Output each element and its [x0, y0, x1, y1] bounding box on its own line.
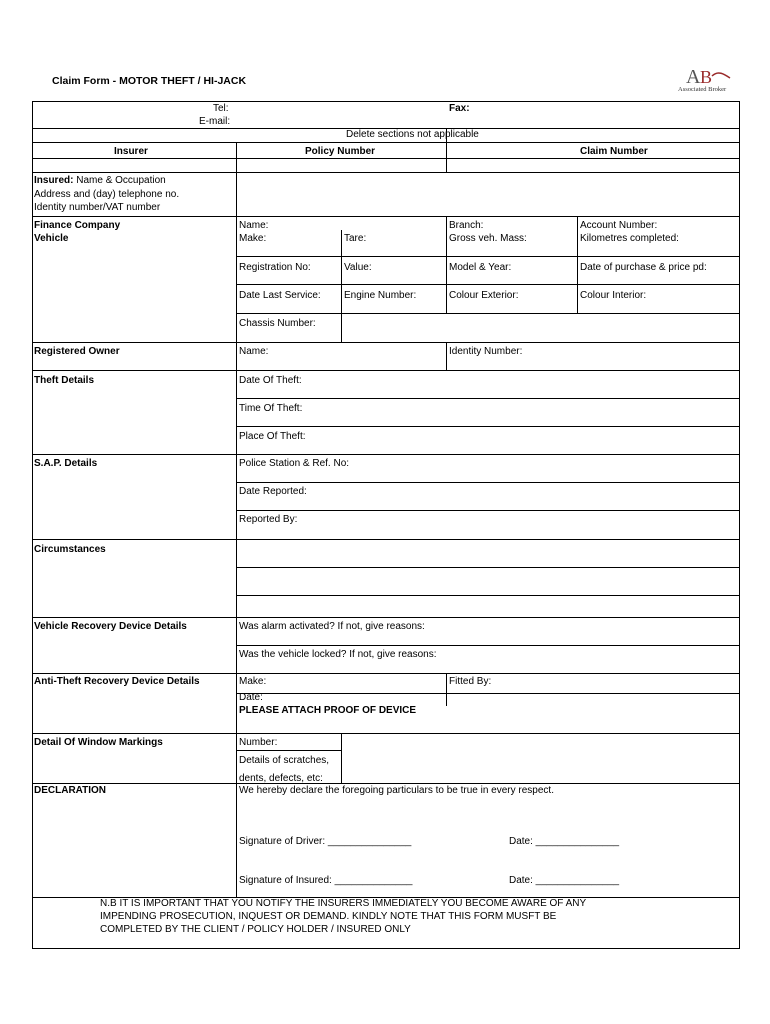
grid-line: [236, 426, 740, 427]
grid-line: [32, 216, 740, 217]
form-title: Claim Form - MOTOR THEFT / HI-JACK: [52, 75, 247, 87]
gross-mass-field: Gross veh. Mass:: [449, 233, 527, 244]
date-reported-field: Date Reported:: [239, 486, 307, 497]
model-year-field: Model & Year:: [449, 262, 512, 273]
branch-field: Branch:: [449, 220, 484, 231]
claim-number-header: Claim Number: [580, 146, 648, 157]
grid-line: [32, 101, 33, 949]
recovery-device-label: Vehicle Recovery Device Details: [34, 621, 187, 632]
policy-number-header: Policy Number: [305, 146, 376, 157]
colour-exterior-field: Colour Exterior:: [449, 290, 519, 301]
insured-signature-line[interactable]: Signature of Insured: ______________: [239, 875, 413, 886]
last-service-field: Date Last Service:: [239, 290, 321, 301]
purchase-date-field: Date of purchase & price pd:: [580, 262, 707, 273]
notice-text: Delete sections not applicable: [346, 129, 479, 140]
grid-line: [236, 142, 237, 173]
svg-text:A: A: [686, 66, 701, 88]
grid-line: [32, 539, 740, 540]
grid-line: [446, 673, 447, 706]
tare-field: Tare:: [344, 233, 367, 244]
date-of-theft-field: Date Of Theft:: [239, 375, 302, 386]
grid-line: [32, 733, 740, 734]
insured-date-line[interactable]: Date: _______________: [509, 875, 620, 886]
company-logo: [674, 62, 736, 96]
insurer-header: Insurer: [114, 146, 148, 157]
email-label: E-mail:: [199, 116, 231, 127]
grid-line: [32, 342, 740, 343]
grid-line: [236, 256, 740, 257]
grid-line: [236, 398, 740, 399]
svg-text:B: B: [700, 67, 713, 87]
footer-note-line1: N.B IT IS IMPORTANT THAT YOU NOTIFY THE INSURERS IMMEDIATELY YOU BECOME AWARE OF ANY: [100, 898, 587, 909]
grid-line: [32, 142, 740, 143]
grid-line: [236, 284, 740, 285]
grid-line: [236, 595, 740, 596]
logo-text: Associated Broker: [678, 86, 727, 93]
fax-label: Fax:: [449, 103, 470, 114]
value-field: Value:: [344, 262, 372, 273]
grid-line: [446, 342, 447, 371]
tel-label: Tel:: [213, 103, 229, 114]
circumstances-label: Circumstances: [34, 544, 106, 555]
grid-line: [341, 230, 342, 343]
grid-line: [577, 216, 578, 314]
grid-line: [236, 750, 342, 751]
insured-address-label: Address and (day) telephone no.: [34, 189, 180, 200]
window-markings-label: Detail Of Window Markings: [34, 737, 163, 748]
grid-line: [236, 645, 740, 646]
grid-line: [32, 454, 740, 455]
finance-name-field: Name:: [239, 220, 269, 231]
driver-date-line[interactable]: Date: _______________: [509, 836, 620, 847]
grid-line: [236, 313, 740, 314]
theft-details-label: Theft Details: [34, 375, 95, 386]
grid-line: [32, 101, 740, 102]
scratches-label: Details of scratches,: [239, 755, 330, 766]
insured-id-label: Identity number/VAT number: [34, 202, 161, 213]
grid-line: [32, 617, 740, 618]
finance-company-label: Finance Company: [34, 220, 121, 231]
grid-line: [341, 733, 342, 784]
police-station-field: Police Station & Ref. No:: [239, 458, 350, 469]
grid-line: [236, 693, 740, 694]
locked-question: Was the vehicle locked? If not, give reasons:: [239, 649, 437, 660]
owner-name-field: Name:: [239, 346, 269, 357]
account-number-field: Account Number:: [580, 220, 658, 231]
footer-note-line3: COMPLETED BY THE CLIENT / POLICY HOLDER / INSURED ONLY: [100, 924, 411, 935]
grid-line: [32, 673, 740, 674]
alarm-question: Was alarm activated? If not, give reasons:: [239, 621, 425, 632]
kilometres-field: Kilometres completed:: [580, 233, 679, 244]
driver-signature-line[interactable]: Signature of Driver: _______________: [239, 836, 412, 847]
grid-line: [32, 948, 740, 949]
insured-label: Insured: Name & Occupation: [34, 175, 166, 186]
device-make-field: Make:: [239, 676, 267, 687]
fitted-by-field: Fitted By:: [449, 676, 492, 687]
sap-details-label: S.A.P. Details: [34, 458, 98, 469]
anti-theft-label: Anti-Theft Recovery Device Details: [34, 676, 200, 687]
reported-by-field: Reported By:: [239, 514, 298, 525]
time-of-theft-field: Time Of Theft:: [239, 403, 303, 414]
grid-line: [32, 370, 740, 371]
vehicle-label: Vehicle: [34, 233, 69, 244]
grid-line: [236, 510, 740, 511]
declaration-label: DECLARATION: [34, 785, 107, 796]
grid-line: [236, 567, 740, 568]
place-of-theft-field: Place Of Theft:: [239, 431, 306, 442]
registration-field: Registration No:: [239, 262, 311, 273]
grid-line: [739, 101, 740, 949]
engine-number-field: Engine Number:: [344, 290, 417, 301]
grid-line: [32, 158, 740, 159]
declaration-text: We hereby declare the foregoing particulars to be true in every respect.: [239, 785, 554, 796]
chassis-number-field: Chassis Number:: [239, 318, 316, 329]
registered-owner-label: Registered Owner: [34, 346, 120, 357]
grid-line: [236, 482, 740, 483]
grid-line: [236, 172, 237, 898]
footer-note-line2: IMPENDING PROSECUTION, INQUEST OR DEMAND. KINDLY NOTE THAT THIS FORM MUSFT BE: [100, 911, 557, 922]
owner-id-field: Identity Number:: [449, 346, 523, 357]
colour-interior-field: Colour Interior:: [580, 290, 647, 301]
attach-proof-notice: PLEASE ATTACH PROOF OF DEVICE: [239, 705, 417, 716]
grid-line: [32, 783, 740, 784]
grid-line: [446, 216, 447, 314]
grid-line: [32, 172, 740, 173]
dents-label: dents, defects, etc:: [239, 773, 323, 784]
make-field: Make:: [239, 233, 267, 244]
device-date-field: Date:: [239, 692, 263, 703]
marking-number-field: Number:: [239, 737, 278, 748]
